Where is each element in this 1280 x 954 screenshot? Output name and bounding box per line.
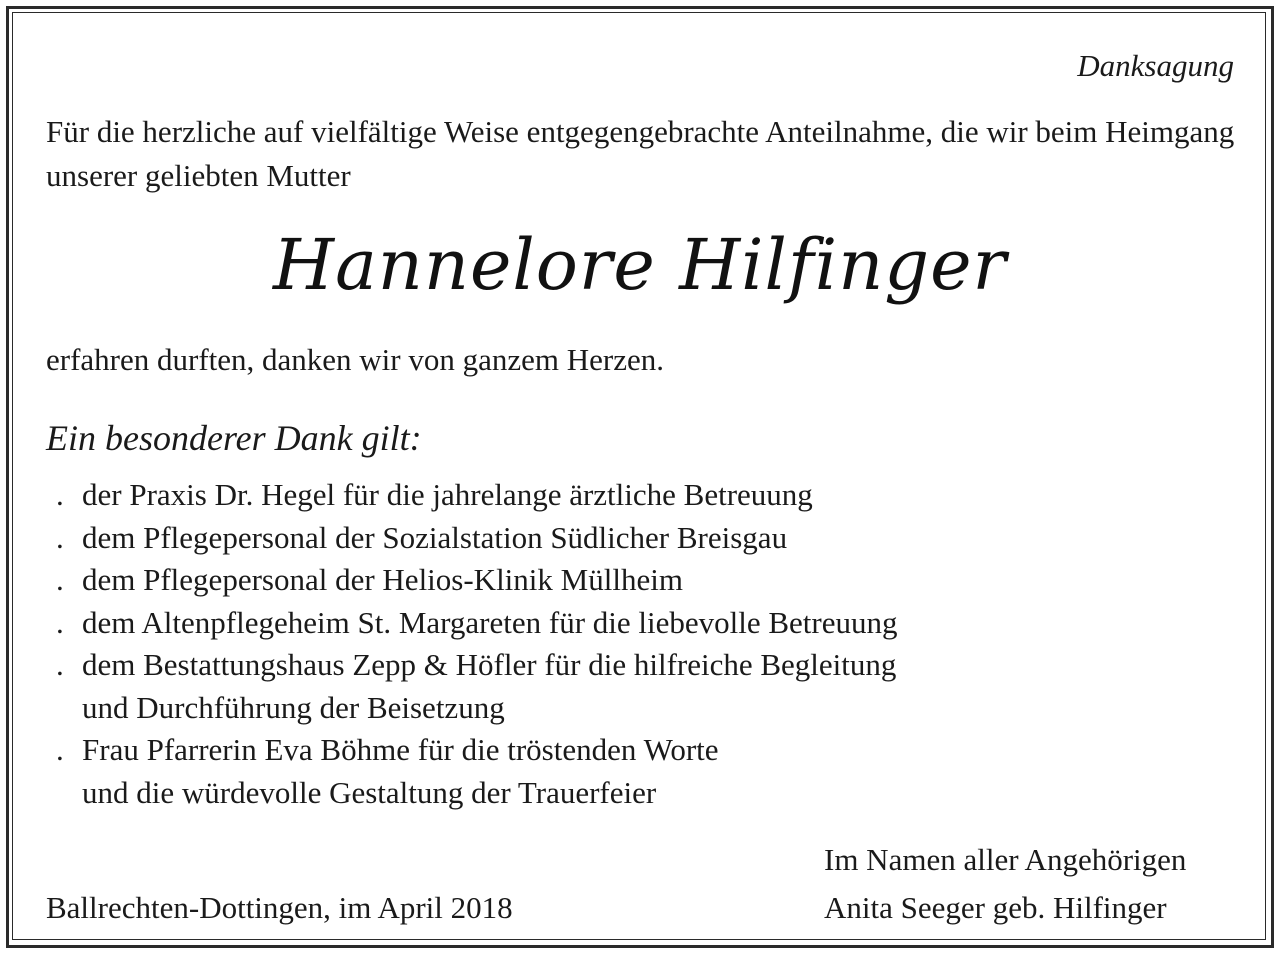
notice-heading: Danksagung xyxy=(1077,48,1234,83)
list-item xyxy=(56,559,898,602)
thanks-list xyxy=(56,474,898,814)
bullet: . xyxy=(56,519,64,555)
thanks-item-text: dem Pflegepersonal der Helios-Klinik Müllheim xyxy=(82,562,683,597)
place-date: Ballrechten-Dottingen, im April 2018 xyxy=(46,890,513,925)
list-item xyxy=(56,474,898,517)
list-item xyxy=(56,729,898,814)
thanks-item-text: der Praxis Dr. Hegel für die jahrelange ärztliche Betreuung xyxy=(82,477,813,512)
thanks-item-text: dem Bestattungshaus Zepp & Höfler für die hilfreiche Begleitung xyxy=(82,647,897,682)
list-item xyxy=(56,644,898,729)
closing-text: erfahren durften, danken wir von ganzem Herzen. xyxy=(46,342,664,377)
list-item xyxy=(56,517,898,560)
thanks-item-text: dem Pflegepersonal der Sozialstation Südlicher Breisgau xyxy=(82,519,788,555)
thanks-item-text: Frau Pfarrerin Eva Böhme für die tröstenden Worte xyxy=(82,732,719,767)
bullet: . xyxy=(56,562,64,597)
deceased-name: Hannelore Hilfinger xyxy=(273,224,1007,306)
bullet: . xyxy=(56,647,64,682)
thanks-item-continuation: und die würdevolle Gestaltung der Trauerfeier xyxy=(82,774,657,810)
list-item xyxy=(56,602,898,645)
bullet: . xyxy=(56,604,64,640)
signoff xyxy=(824,836,1186,932)
special-thanks-heading: Ein besonderer Dank gilt: xyxy=(46,418,422,458)
signer-name: Anita Seeger geb. Hilfinger xyxy=(824,890,1167,925)
thanks-item-text: dem Altenpflegeheim St. Margareten für die liebevolle Betreuung xyxy=(82,604,898,640)
intro-text: Für die herzliche auf vielfältige Weise entgegengebrachte Anteilnahme, die wir beim Heimgang unserer geliebten Mutter xyxy=(46,114,1235,193)
bullet: . xyxy=(56,477,64,512)
signoff-line: Im Namen aller Angehörigen xyxy=(824,842,1187,877)
bullet: . xyxy=(56,732,64,767)
thanks-item-continuation: und Durchführung der Beisetzung xyxy=(82,689,505,725)
